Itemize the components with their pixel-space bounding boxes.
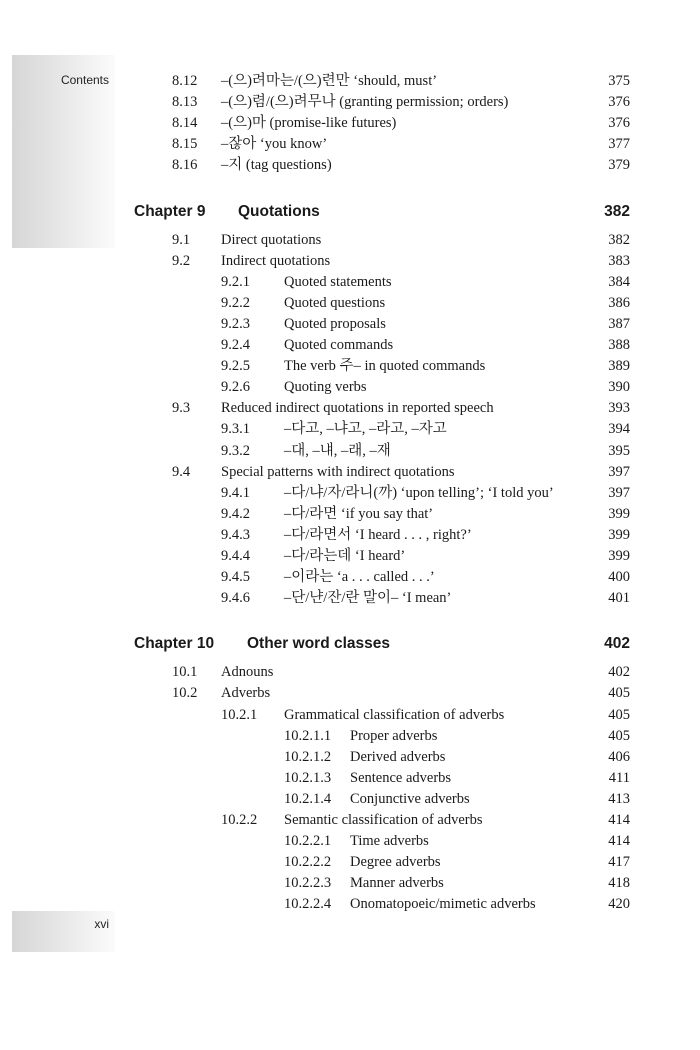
- toc-entry: [0, 71, 700, 92]
- chapter-title: Quotations: [238, 202, 320, 220]
- entry-number: 9.2.3: [221, 315, 250, 332]
- entry-page: 388: [608, 337, 630, 353]
- entry-page: 417: [608, 854, 630, 871]
- entry-page: 394: [608, 421, 630, 438]
- entry-title: Conjunctive adverbs: [350, 790, 470, 807]
- chapter-page: 382: [604, 202, 630, 220]
- entry-number: 10.2.2: [221, 812, 258, 828]
- entry-title: Degree adverbs: [350, 854, 441, 871]
- entry-title: Sentence adverbs: [350, 769, 452, 786]
- toc-entry: [0, 314, 700, 335]
- toc-entry: [0, 810, 700, 831]
- entry-number: 9.2.2: [221, 294, 250, 311]
- toc-entry: [0, 113, 700, 134]
- entry-title: Reduced indirect quotations in reported speech: [221, 400, 494, 417]
- entry-number: 9.4.1: [221, 484, 250, 501]
- entry-title: Indirect quotations: [221, 252, 331, 269]
- entry-title: –이라는 ‘a . . . called . . .’: [284, 569, 435, 586]
- entry-title: –대, –냬, –래, –재: [284, 442, 391, 459]
- toc-entry: [0, 546, 700, 567]
- toc-entry: [0, 504, 700, 525]
- entry-number: 9.4: [172, 463, 191, 480]
- page-number: xvi: [94, 917, 109, 931]
- toc-entry: [0, 251, 700, 272]
- entry-page: 379: [608, 157, 630, 174]
- entry-title: Grammatical classification of adverbs: [284, 706, 505, 723]
- toc-entry: [0, 462, 700, 483]
- entry-page: 377: [608, 136, 630, 153]
- toc-entry: [0, 588, 700, 609]
- entry-page: 387: [608, 315, 630, 332]
- entry-title: The verb 주– in quoted commands: [284, 358, 486, 375]
- entry-title: Semantic classification of adverbs: [284, 812, 483, 828]
- toc-entry: [0, 873, 700, 894]
- toc-entry: [0, 293, 700, 314]
- entry-page: 399: [608, 526, 630, 543]
- entry-number: 9.3.2: [221, 442, 250, 459]
- chapter-label: Chapter 10: [134, 635, 215, 653]
- entry-title: Special patterns with indirect quotations: [221, 463, 455, 480]
- entry-number: 10.2.1: [221, 706, 258, 723]
- toc-entry: [0, 441, 700, 462]
- entry-page: 399: [608, 548, 630, 564]
- toc-entry: [0, 894, 700, 915]
- toc-entry: [0, 356, 700, 377]
- entry-page: 397: [608, 484, 630, 501]
- entry-number: 8.12: [172, 73, 198, 89]
- toc-entry: [0, 747, 700, 768]
- entry-page: 420: [608, 896, 630, 913]
- entry-page: 405: [608, 727, 630, 744]
- entry-page: 402: [608, 664, 630, 681]
- entry-number: 9.2.6: [221, 379, 250, 396]
- entry-page: 397: [608, 463, 630, 480]
- toc-entry: [0, 134, 700, 155]
- entry-number: 8.15: [172, 136, 198, 153]
- entry-number: 10.2.1.2: [284, 748, 332, 765]
- entry-page: 411: [608, 769, 630, 786]
- toc-entry: [0, 705, 700, 726]
- entry-page: 406: [608, 748, 630, 765]
- entry-page: 383: [608, 252, 630, 269]
- entry-title: Derived adverbs: [350, 748, 446, 765]
- entry-title: –지 (tag questions): [221, 157, 332, 174]
- toc-entry: [0, 335, 700, 356]
- entry-page: 386: [608, 294, 630, 311]
- entry-title: Onomatopoeic/mimetic adverbs: [350, 896, 536, 913]
- entry-title: –단/냔/잔/란 말이– ‘I mean’: [284, 590, 452, 607]
- entry-number: 9.3: [172, 400, 191, 417]
- entry-number: 9.2: [172, 252, 191, 269]
- entry-number: 10.2.1.4: [284, 790, 332, 807]
- entry-title: –다/라면서 ‘I heard . . . , right?’: [284, 526, 472, 543]
- entry-number: 9.2.4: [221, 337, 250, 353]
- entry-number: 10.2.1.1: [284, 727, 332, 744]
- chapter-title: Other word classes: [247, 635, 391, 653]
- entry-title: Direct quotations: [221, 231, 322, 248]
- toc-entry: [0, 398, 700, 419]
- entry-number: 9.4.3: [221, 526, 250, 543]
- entry-page: 389: [608, 358, 630, 375]
- entry-page: 384: [608, 273, 630, 290]
- entry-number: 10.2.1.3: [284, 769, 332, 786]
- entry-title: Quoting verbs: [284, 379, 367, 396]
- entry-title: –(으)마 (promise-like futures): [221, 115, 397, 132]
- entry-title: –다고, –냐고, –라고, –자고: [284, 421, 447, 438]
- entry-title: Time adverbs: [350, 833, 429, 850]
- entry-page: 390: [608, 379, 630, 396]
- entry-number: 8.14: [172, 115, 198, 132]
- entry-page: 376: [608, 115, 630, 132]
- toc-entry: [0, 852, 700, 873]
- entry-title: –다/라면 ‘if you say that’: [284, 505, 434, 522]
- entry-number: 8.13: [172, 94, 198, 111]
- entry-title: –(으)렴/(으)려무나 (granting permission; orders): [221, 94, 509, 111]
- entry-title: Proper adverbs: [350, 727, 438, 744]
- entry-page: 400: [608, 569, 630, 586]
- entry-number: 9.3.1: [221, 421, 250, 438]
- entry-page: 376: [608, 94, 630, 111]
- entry-page: 395: [608, 442, 630, 459]
- toc-entry: [0, 483, 700, 504]
- entry-number: 9.4.5: [221, 569, 250, 586]
- chapter-heading: [0, 200, 700, 224]
- toc-entry: [0, 567, 700, 588]
- entry-title: Quoted statements: [284, 273, 392, 290]
- entry-title: Quoted commands: [284, 337, 394, 353]
- entry-title: Adverbs: [221, 685, 271, 702]
- toc-entry: [0, 831, 700, 852]
- page-number-tab: [12, 911, 115, 952]
- toc-entry: [0, 789, 700, 810]
- entry-number: 9.4.2: [221, 505, 250, 522]
- running-title: Contents: [60, 73, 109, 87]
- entry-page: 382: [608, 231, 630, 248]
- entry-number: 10.2.2.1: [284, 833, 332, 850]
- toc-entry: [0, 155, 700, 176]
- entry-title: Quoted questions: [284, 294, 386, 311]
- toc-entry: [0, 662, 700, 683]
- toc-entry: [0, 230, 700, 251]
- entry-number: 9.4.6: [221, 590, 250, 607]
- entry-page: 414: [608, 812, 630, 828]
- entry-page: 413: [608, 790, 630, 807]
- entry-page: 414: [608, 833, 630, 850]
- entry-title: Adnouns: [221, 664, 274, 681]
- entry-page: 405: [608, 706, 630, 723]
- entry-page: 401: [608, 590, 630, 607]
- toc-entry: [0, 525, 700, 546]
- toc-entry: [0, 419, 700, 440]
- chapter-page: 402: [604, 635, 630, 653]
- toc-entry: [0, 377, 700, 398]
- entry-number: 8.16: [172, 157, 198, 174]
- entry-number: 10.2.2.2: [284, 854, 332, 871]
- toc-entry: [0, 272, 700, 293]
- entry-title: –잖아 ‘you know’: [221, 136, 328, 153]
- entry-page: 405: [608, 685, 630, 702]
- entry-number: 10.2: [172, 685, 198, 702]
- entry-number: 9.2.1: [221, 273, 250, 290]
- entry-title: Manner adverbs: [350, 875, 444, 892]
- toc-entry: [0, 683, 700, 704]
- entry-number: 9.1: [172, 231, 191, 248]
- chapter-label: Chapter 9: [134, 202, 206, 220]
- entry-title: –다/냐/자/라니(까) ‘upon telling’; ‘I told you’: [284, 484, 554, 501]
- entry-page: 399: [608, 505, 630, 522]
- entry-page: 393: [608, 400, 630, 417]
- toc-entry: [0, 768, 700, 789]
- entry-number: 9.2.5: [221, 358, 250, 375]
- entry-number: 10.1: [172, 664, 198, 681]
- entry-title: Quoted proposals: [284, 315, 386, 332]
- entry-page: 418: [608, 875, 630, 892]
- entry-number: 9.4.4: [221, 548, 250, 564]
- entry-title: –(으)려마는/(으)련만 ‘should, must’: [221, 73, 438, 89]
- toc-entry: [0, 726, 700, 747]
- toc-entry: [0, 92, 700, 113]
- entry-page: 375: [608, 73, 630, 89]
- entry-number: 10.2.2.4: [284, 896, 332, 913]
- entry-title: –다/라는데 ‘I heard’: [284, 548, 406, 564]
- entry-number: 10.2.2.3: [284, 875, 332, 892]
- chapter-heading: [0, 632, 700, 656]
